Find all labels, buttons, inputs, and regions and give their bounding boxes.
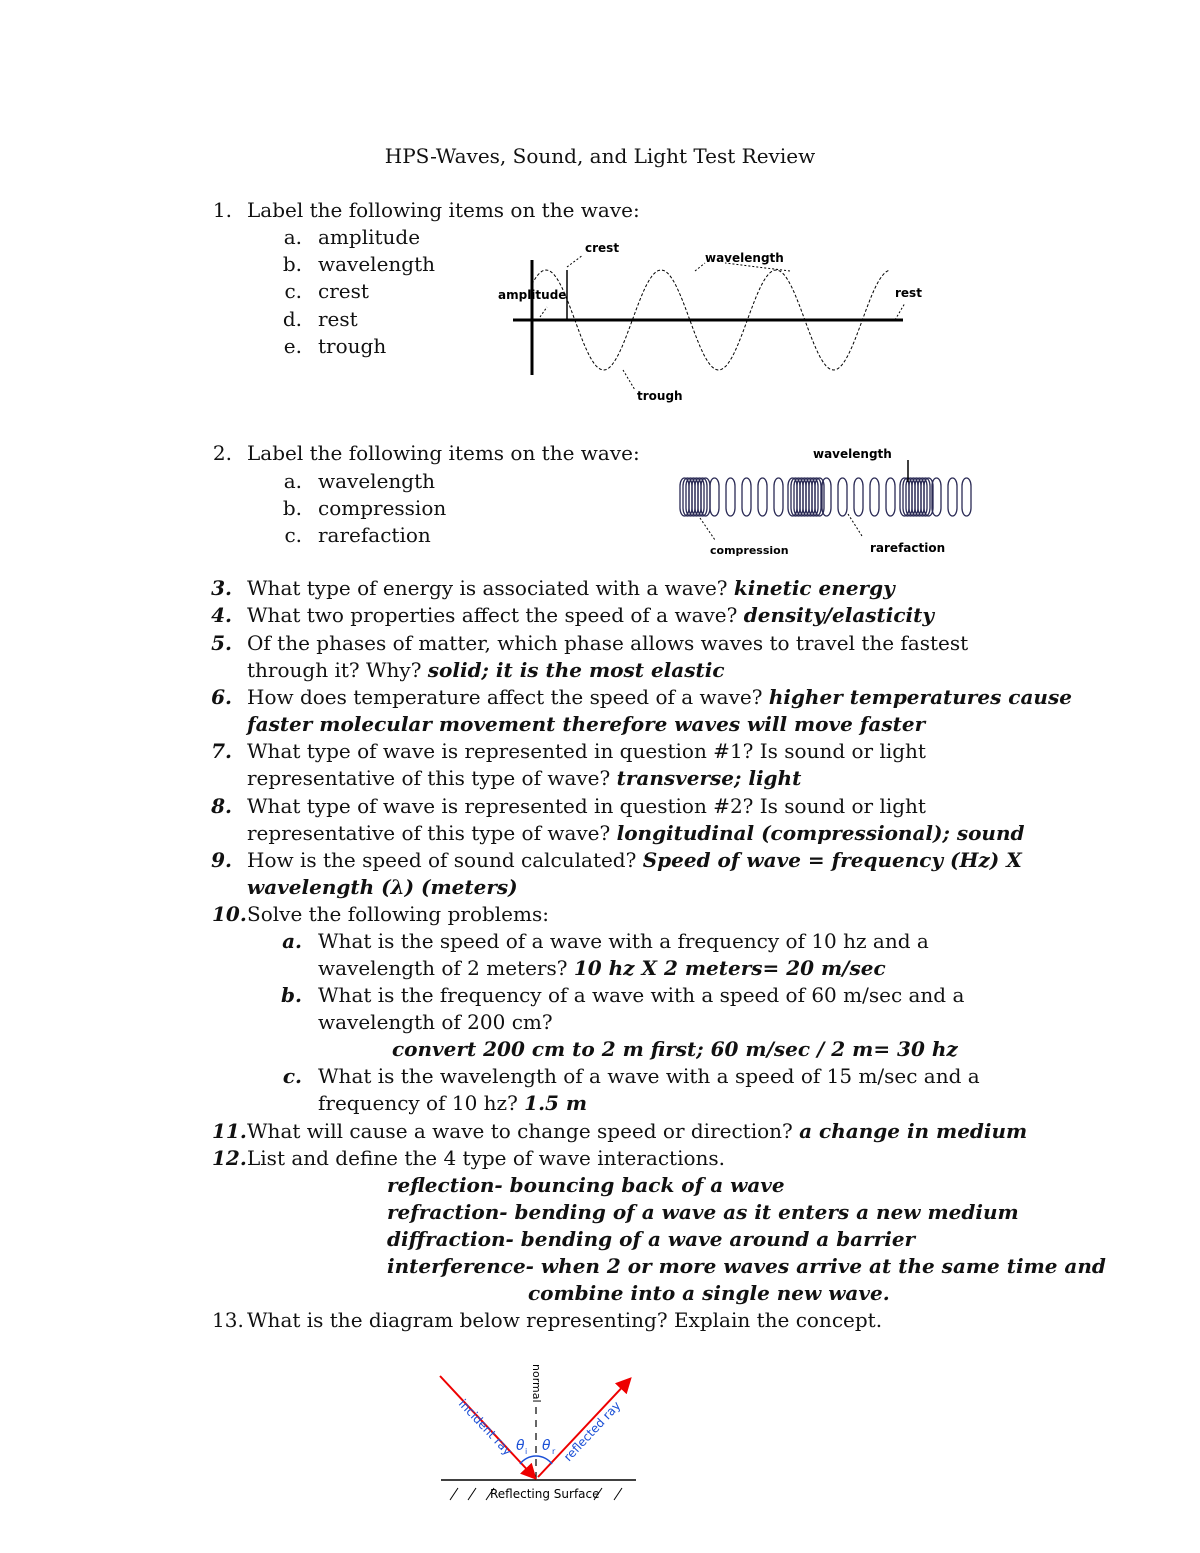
coil-loop bbox=[701, 478, 710, 516]
q12-answer: reflection- bouncing back of a wave bbox=[387, 1173, 785, 1197]
coil-loop bbox=[695, 478, 704, 516]
q6-question: How does temperature affect the speed of a wave? bbox=[247, 685, 763, 709]
coil-loop bbox=[806, 478, 815, 516]
q8-question: representative of this type of wave? bbox=[247, 821, 611, 845]
q10-number: 10. bbox=[212, 902, 247, 926]
normal-label: normal bbox=[530, 1364, 543, 1403]
q11-line bbox=[247, 1118, 1027, 1145]
q2-item: wavelength bbox=[318, 469, 436, 493]
q12-answer: diffraction- bending of a wave around a barrier bbox=[387, 1227, 916, 1251]
q2-item: compression bbox=[318, 496, 447, 520]
coil-loop bbox=[698, 478, 707, 516]
compression-leader bbox=[700, 518, 715, 540]
theta-i-symbol: θ bbox=[516, 1438, 525, 1454]
q2-item-letter: c. bbox=[284, 523, 302, 547]
label-compression: compression bbox=[710, 544, 789, 557]
q8-number: 8. bbox=[211, 794, 232, 818]
label-crest: crest bbox=[585, 241, 620, 255]
q1-item: crest bbox=[318, 279, 369, 303]
theta-r-symbol: θ bbox=[542, 1438, 551, 1454]
q1-item-letter: c. bbox=[284, 279, 302, 303]
q1-item-letter: a. bbox=[283, 225, 302, 249]
coil-loop bbox=[906, 478, 915, 516]
coil-loop bbox=[742, 478, 751, 516]
q12-answer: interference- when 2 or more waves arrive at the same time and bbox=[387, 1254, 1106, 1278]
transverse-wave-diagram bbox=[495, 235, 922, 410]
q2-item: rarefaction bbox=[318, 523, 431, 547]
coil-loop bbox=[903, 478, 912, 516]
q10a-answer: 10 hz X 2 meters= 20 m/sec bbox=[573, 956, 886, 980]
coil-loop bbox=[854, 478, 863, 516]
q7-number: 7. bbox=[211, 739, 232, 763]
coil-loop bbox=[838, 478, 847, 516]
q1-number: 1. bbox=[212, 198, 232, 222]
longitudinal-wave-diagram bbox=[670, 440, 975, 560]
q6-line bbox=[247, 684, 1072, 711]
label-trough: trough bbox=[637, 389, 683, 403]
coil-loop bbox=[758, 478, 767, 516]
amplitude-leader bbox=[540, 307, 547, 317]
q1-item: amplitude bbox=[318, 225, 421, 249]
q2-number: 2. bbox=[212, 441, 232, 465]
rest-leader bbox=[895, 303, 905, 320]
q10b-question: What is the frequency of a wave with a speed of 60 m/sec and a bbox=[318, 983, 965, 1007]
q9-answer: wavelength (λ) (meters) bbox=[247, 875, 518, 899]
q12-number: 12. bbox=[212, 1146, 247, 1170]
q10b-answer: convert 200 cm to 2 m first; 60 m/sec / 2 m= 30 hz bbox=[392, 1037, 958, 1061]
coil-loop bbox=[797, 478, 806, 516]
q1-item-letter: b. bbox=[282, 252, 302, 276]
q4-answer: density/elasticity bbox=[743, 603, 935, 627]
q10b-letter: b. bbox=[281, 983, 302, 1007]
q6-answer: faster molecular movement therefore waves will move faster bbox=[247, 712, 926, 736]
label-wavelength: wavelength bbox=[705, 251, 784, 265]
q7-question: representative of this type of wave? bbox=[247, 766, 611, 790]
q1-item-letter: e. bbox=[283, 334, 302, 358]
q10c-question: frequency of 10 hz? bbox=[318, 1091, 518, 1115]
q6-number: 6. bbox=[211, 685, 232, 709]
coil-loop bbox=[918, 478, 927, 516]
q3-number: 3. bbox=[211, 576, 232, 600]
coil-loop bbox=[803, 478, 812, 516]
crest-leader bbox=[567, 255, 583, 267]
q3-question: What type of energy is associated with a wave? bbox=[247, 576, 728, 600]
q12-answer: combine into a single new wave. bbox=[528, 1281, 890, 1305]
q4-question: What two properties affect the speed of a wave? bbox=[247, 603, 738, 627]
coil-loop bbox=[900, 478, 909, 516]
q9-line bbox=[247, 847, 1022, 874]
q8-question: What type of wave is represented in question #2? Is sound or light bbox=[247, 794, 926, 818]
coil-loop bbox=[726, 478, 735, 516]
q7-question: What type of wave is represented in question #1? Is sound or light bbox=[247, 739, 926, 763]
q5-line2 bbox=[247, 657, 725, 684]
coil-spring bbox=[680, 478, 971, 516]
q10c-answer: 1.5 m bbox=[524, 1091, 588, 1115]
q5-question: through it? Why? bbox=[247, 658, 422, 682]
q10b-question: wavelength of 200 cm? bbox=[318, 1010, 553, 1034]
q8-answer: longitudinal (compressional); sound bbox=[616, 821, 1025, 845]
q10a-letter: a. bbox=[282, 929, 302, 953]
coil-loop bbox=[689, 478, 698, 516]
q8-line2 bbox=[247, 820, 1025, 847]
q9-question: How is the speed of sound calculated? bbox=[247, 848, 637, 872]
coil-loop bbox=[912, 478, 921, 516]
coil-loop bbox=[915, 478, 924, 516]
coil-loop bbox=[788, 478, 797, 516]
reflecting-surface-label: Reflecting Surface bbox=[490, 1487, 600, 1501]
coil-loop bbox=[870, 478, 879, 516]
rarefaction-leader bbox=[848, 514, 862, 536]
q13-number: 13. bbox=[212, 1308, 244, 1332]
q3-answer: kinetic energy bbox=[733, 576, 895, 600]
coil-loop bbox=[692, 478, 701, 516]
q9-number: 9. bbox=[211, 848, 232, 872]
q10c-letter: c. bbox=[282, 1064, 302, 1088]
coil-loop bbox=[794, 478, 803, 516]
q10c-line2 bbox=[318, 1090, 587, 1117]
q5-number: 5. bbox=[211, 631, 232, 655]
q2-item-letter: b. bbox=[282, 496, 302, 520]
coil-loop bbox=[710, 478, 719, 516]
theta-r-subscript: r bbox=[552, 1447, 556, 1456]
coil-loop bbox=[812, 478, 821, 516]
coil-loop bbox=[686, 478, 695, 516]
coil-loop bbox=[774, 478, 783, 516]
q10a-question: wavelength of 2 meters? bbox=[318, 956, 568, 980]
reflection-diagram bbox=[436, 1352, 641, 1507]
coil-loop bbox=[809, 478, 818, 516]
q5-question: Of the phases of matter, which phase allows waves to travel the fastest bbox=[247, 631, 969, 655]
incident-ray-label: incident ray bbox=[455, 1396, 515, 1459]
coil-loop bbox=[886, 478, 895, 516]
reflected-ray-label: reflected ray bbox=[560, 1398, 624, 1465]
q10-text: Solve the following problems: bbox=[247, 902, 549, 926]
q1-item-letter: d. bbox=[282, 307, 302, 331]
label-rarefaction: rarefaction bbox=[870, 541, 946, 555]
q6-answer: higher temperatures cause bbox=[768, 685, 1072, 709]
coil-loop bbox=[921, 478, 930, 516]
coil-loop bbox=[948, 478, 957, 516]
q2-text: Label the following items on the wave: bbox=[247, 441, 640, 465]
q11-number: 11. bbox=[212, 1119, 247, 1143]
wavelength-leader bbox=[695, 263, 705, 271]
coil-loop bbox=[962, 478, 971, 516]
trough-leader bbox=[623, 370, 635, 390]
q10a-question: What is the speed of a wave with a frequency of 10 hz and a bbox=[318, 929, 929, 953]
page-title: HPS-Waves, Sound, and Light Test Review bbox=[384, 144, 816, 168]
label-rest: rest bbox=[895, 286, 922, 300]
q5-answer: solid; it is the most elastic bbox=[427, 658, 725, 682]
q4-number: 4. bbox=[211, 603, 232, 627]
q3-line bbox=[247, 575, 895, 602]
q10a-line2 bbox=[318, 955, 886, 982]
coil-loop bbox=[683, 478, 692, 516]
q1-item: rest bbox=[318, 307, 358, 331]
q11-question: What will cause a wave to change speed or direction? bbox=[247, 1119, 793, 1143]
coil-loop bbox=[680, 478, 689, 516]
q13-question: What is the diagram below representing? Explain the concept. bbox=[247, 1308, 883, 1332]
q9-answer: Speed of wave = frequency (Hz) X bbox=[642, 848, 1022, 872]
coil-loop bbox=[909, 478, 918, 516]
label-wavelength: wavelength bbox=[813, 447, 892, 461]
q12-answer: refraction- bending of a wave as it enters a new medium bbox=[387, 1200, 1019, 1224]
q12-question: List and define the 4 type of wave interactions. bbox=[247, 1146, 726, 1170]
q1-item: wavelength bbox=[318, 252, 436, 276]
q2-item-letter: a. bbox=[283, 469, 302, 493]
q11-answer: a change in medium bbox=[799, 1119, 1028, 1143]
theta-i-subscript: i bbox=[525, 1447, 528, 1456]
label-amplitude: amplitude bbox=[498, 288, 567, 302]
q4-line bbox=[247, 602, 934, 629]
q10c-question: What is the wavelength of a wave with a speed of 15 m/sec and a bbox=[318, 1064, 980, 1088]
coil-loop bbox=[800, 478, 809, 516]
coil-loop bbox=[791, 478, 800, 516]
q1-item: trough bbox=[318, 334, 387, 358]
q7-line2 bbox=[247, 765, 801, 792]
q7-answer: transverse; light bbox=[616, 766, 802, 790]
q1-text: Label the following items on the wave: bbox=[247, 198, 640, 222]
